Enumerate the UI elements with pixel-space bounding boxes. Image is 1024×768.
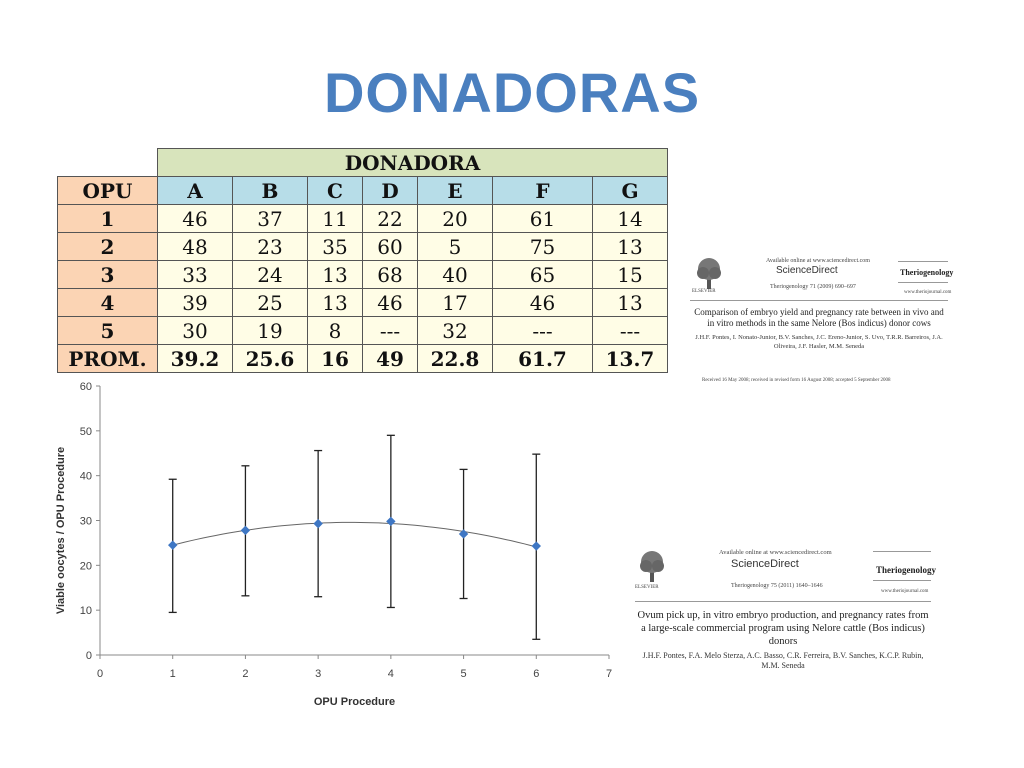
y-tick-label: 50 xyxy=(79,425,92,438)
table-cell: 25 xyxy=(233,289,308,317)
data-point xyxy=(387,517,395,525)
slide-title: DONADORAS xyxy=(323,61,701,124)
y-axis-label: Viable oocytes / OPU Procedure xyxy=(55,446,67,615)
table-cell: 33 xyxy=(158,261,233,289)
average-row-label: PROM. xyxy=(58,345,158,373)
table-cell: 13 xyxy=(308,261,363,289)
table-cell: 37 xyxy=(233,205,308,233)
table-cell: 5 xyxy=(418,233,493,261)
table-cell: 17 xyxy=(418,289,493,317)
x-tick-label: 1 xyxy=(169,668,176,680)
table-cell: 19 xyxy=(233,317,308,345)
table-cell: 15 xyxy=(593,261,668,289)
table-row xyxy=(58,233,668,261)
elsevier-tree-icon xyxy=(635,550,669,584)
journal-name: Theriogenology xyxy=(876,565,936,575)
table-cell: 11 xyxy=(308,205,363,233)
table-cell: 13 xyxy=(593,289,668,317)
table-cell: 68 xyxy=(363,261,418,289)
citation-text: Theriogenology 75 (2011) 1640–1646 xyxy=(731,583,823,589)
y-tick-label: 30 xyxy=(79,515,92,528)
paper-authors: J.H.F. Pontes, F.A. Melo Sterza, A.C. Basso, C.R. Ferreira, B.V. Sanches, K.C.P. Rubin, M.M. Seneda xyxy=(642,651,924,670)
opu-row-label: 1 xyxy=(58,205,158,233)
data-point xyxy=(241,526,249,534)
table-cell: 8 xyxy=(308,317,363,345)
x-axis-label: OPU Procedure xyxy=(313,696,396,708)
column-header: E xyxy=(418,177,493,205)
table-row xyxy=(58,317,668,345)
average-cell: 22.8 xyxy=(418,345,493,373)
table-cell: 13 xyxy=(308,289,363,317)
column-header: B xyxy=(233,177,308,205)
opu-row-label: 5 xyxy=(58,317,158,345)
publisher-label: ELSEVIER xyxy=(692,289,716,294)
average-cell: 39.2 xyxy=(158,345,233,373)
table-cell: 24 xyxy=(233,261,308,289)
column-header: D xyxy=(363,177,418,205)
paper-thumbnail-2 xyxy=(633,545,936,675)
paper-title: Ovum pick up, in vitro embryo production, and pregnancy rates from a large-scale commercial program using Nelore cattle (Bos indicus) donors xyxy=(637,610,929,647)
opu-header: OPU xyxy=(58,177,158,205)
table-cell: 20 xyxy=(418,205,493,233)
table-corner-blank xyxy=(58,149,158,177)
column-header: F xyxy=(493,177,593,205)
available-online-text: Available online at www.sciencedirect.com xyxy=(766,258,870,264)
average-cell: 49 xyxy=(363,345,418,373)
received-dates: Received 16 May 2008; received in revised form 16 August 2008; accepted 5 September 2008 xyxy=(702,378,891,383)
journal-rule xyxy=(873,551,931,552)
publisher-label: ELSEVIER xyxy=(635,585,659,590)
journal-site: www.theriojournal.com xyxy=(881,589,929,594)
table-group-header-row xyxy=(58,149,668,177)
data-point xyxy=(532,542,540,550)
x-tick-label: 4 xyxy=(387,668,394,680)
table-cell: 60 xyxy=(363,233,418,261)
table-cell: 40 xyxy=(418,261,493,289)
table-cell: 23 xyxy=(233,233,308,261)
sciencedirect-brand: ScienceDirect xyxy=(731,558,799,570)
opu-row-label: 4 xyxy=(58,289,158,317)
y-tick-label: 60 xyxy=(79,381,92,393)
column-header: A xyxy=(158,177,233,205)
y-tick-label: 0 xyxy=(85,650,92,662)
table-row xyxy=(58,289,668,317)
table-cell: 22 xyxy=(363,205,418,233)
average-cell: 25.6 xyxy=(233,345,308,373)
table-cell: 48 xyxy=(158,233,233,261)
table-cell: --- xyxy=(493,317,593,345)
donor-table xyxy=(57,148,668,373)
table-cell: 46 xyxy=(493,289,593,317)
header-divider xyxy=(635,601,931,602)
average-cell: 16 xyxy=(308,345,363,373)
journal-rule xyxy=(898,261,948,262)
x-tick-label: 3 xyxy=(315,668,322,680)
y-tick-label: 10 xyxy=(79,605,92,618)
x-tick-label: 5 xyxy=(460,668,467,680)
table-cell: 65 xyxy=(493,261,593,289)
table-cell: 30 xyxy=(158,317,233,345)
y-tick-label: 40 xyxy=(79,470,92,483)
paper-authors: J.H.F. Pontes, I. Nonato-Junior, B.V. Sanches, J.C. Ereno-Junior, S. Uvo, T.R.R. Barreiros, J.A. Oliveira, J.F. Hasler, M.M. Seneda xyxy=(695,334,943,350)
data-point xyxy=(314,520,322,528)
opu-row-label: 3 xyxy=(58,261,158,289)
table-header-row xyxy=(58,177,668,205)
table-cell: 35 xyxy=(308,233,363,261)
journal-site: www.theriojournal.com xyxy=(904,290,952,295)
sciencedirect-brand: ScienceDirect xyxy=(776,265,838,276)
trend-line xyxy=(173,522,537,547)
paper-title: Comparison of embryo yield and pregnancy rate between in vivo and in vitro methods in the same Nelore (Bos indicus) donor cows xyxy=(694,307,944,328)
journal-rule xyxy=(898,282,948,283)
table-cell: 46 xyxy=(363,289,418,317)
data-point xyxy=(169,541,177,549)
y-tick-label: 20 xyxy=(79,560,92,573)
table-row xyxy=(58,205,668,233)
oocytes-chart xyxy=(40,380,640,710)
table-cell: 39 xyxy=(158,289,233,317)
average-row xyxy=(58,345,668,373)
citation-text: Theriogenology 71 (2009) 690–697 xyxy=(770,284,856,290)
paper-thumbnail-1 xyxy=(688,255,954,395)
x-tick-label: 6 xyxy=(533,668,540,680)
journal-name: Theriogenology xyxy=(900,268,954,277)
average-cell: 61.7 xyxy=(493,345,593,373)
table-cell: --- xyxy=(593,317,668,345)
x-tick-label: 7 xyxy=(605,668,613,680)
table-cell: --- xyxy=(363,317,418,345)
average-cell: 13.7 xyxy=(593,345,668,373)
x-tick-label: 0 xyxy=(96,668,104,680)
journal-rule xyxy=(873,580,931,581)
table-cell: 61 xyxy=(493,205,593,233)
table-cell: 75 xyxy=(493,233,593,261)
column-header: G xyxy=(593,177,668,205)
elsevier-tree-icon xyxy=(692,257,726,291)
donor-group-header: DONADORA xyxy=(158,149,668,177)
x-tick-label: 2 xyxy=(242,668,249,680)
table-cell: 32 xyxy=(418,317,493,345)
opu-row-label: 2 xyxy=(58,233,158,261)
header-divider xyxy=(690,300,948,301)
table-cell: 46 xyxy=(158,205,233,233)
table-cell: 13 xyxy=(593,233,668,261)
column-header: C xyxy=(308,177,363,205)
table-cell: 14 xyxy=(593,205,668,233)
available-online-text: Available online at www.sciencedirect.com xyxy=(719,549,832,556)
table-row xyxy=(58,261,668,289)
